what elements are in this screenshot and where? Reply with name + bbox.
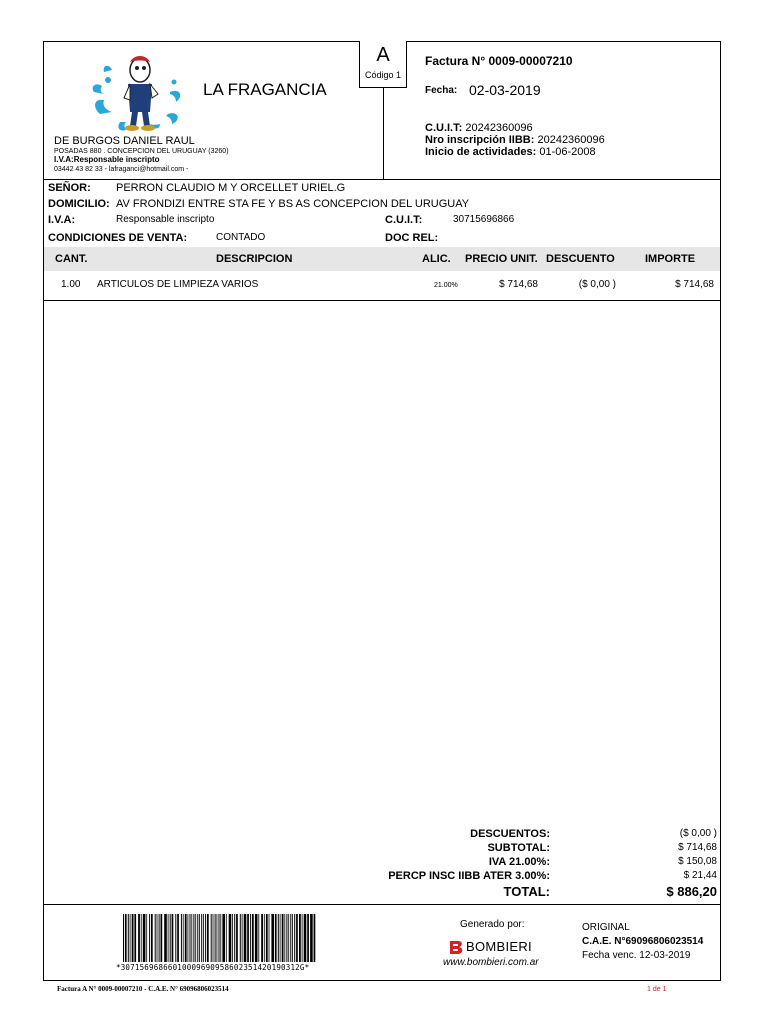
client-cuit-label: C.U.I.T: <box>385 214 423 226</box>
page-number: 1 de 1 <box>647 986 667 993</box>
client-name: PERRON CLAUDIO M Y ORCELLET URIEL.G <box>116 182 346 194</box>
subtotal-label: SUBTOTAL: <box>487 842 550 854</box>
invoice-number: Factura N° 0009-00007210 <box>425 54 573 68</box>
cae-expiry: Fecha venc. 12-03-2019 <box>582 950 691 961</box>
bombieri-logo-icon <box>449 939 465 955</box>
invoice-letter-box <box>359 41 407 88</box>
client-cuit: 30715696866 <box>453 214 515 225</box>
iva-total-label: IVA 21.00%: <box>488 856 550 868</box>
header-divider <box>383 88 384 179</box>
barcode-icon <box>121 914 335 962</box>
copy-type: ORIGINAL <box>582 922 630 933</box>
table-row-alic: 21.00% <box>434 282 458 289</box>
mascot-logo-icon <box>90 52 186 134</box>
issuer-cuit: C.U.I.T: 20242360096 <box>425 122 533 134</box>
col-importe: IMPORTE <box>645 253 696 265</box>
client-label: SEÑOR: <box>48 182 91 194</box>
table-row-precio: $ 714,68 <box>499 279 538 290</box>
discounts-label: DESCUENTOS: <box>470 828 550 840</box>
subtotal-value: $ 714,68 <box>678 842 717 853</box>
footer-reference: Factura A N° 0009-00007210 - C.A.E. N° 69096806023514 <box>57 985 229 993</box>
business-legal-name: DE BURGOS DANIEL RAUL <box>54 135 195 147</box>
issuer-start-date: Inicio de actividades: 01-06-2008 <box>425 146 596 158</box>
perception-value: $ 21,44 <box>683 870 717 881</box>
bombieri-brand: BOMBIERI <box>466 939 532 954</box>
table-row-importe: $ 714,68 <box>675 279 714 290</box>
perception-label: PERCP INSC IIBB ATER 3.00%: <box>388 870 550 882</box>
business-contact: 03442 43 82 33 - lafraganci@hotmail.com - <box>54 166 189 173</box>
col-descripcion: DESCRIPCION <box>216 253 293 265</box>
total-label: TOTAL: <box>503 884 550 899</box>
business-address: POSADAS 880 . CONCEPCION DEL URUGUAY (3260) <box>54 148 229 155</box>
items-table-header <box>44 247 720 271</box>
issuer-iibb: Nro inscripción IIBB: 20242360096 <box>425 134 605 146</box>
table-row-cant: 1.00 <box>61 279 81 290</box>
address-label: DOMICILIO: <box>48 198 110 210</box>
cae-number: C.A.E. N°69096806023514 <box>582 936 704 947</box>
divider <box>43 300 721 301</box>
invoice-code: Código 1 <box>364 70 402 80</box>
divider <box>43 904 721 905</box>
date-label: Fecha: <box>425 85 458 96</box>
business-name: LA FRAGANCIA <box>203 80 327 99</box>
sale-conditions-label: CONDICIONES DE VENTA: <box>48 232 188 244</box>
col-descuento: DESCUENTO <box>546 253 615 265</box>
client-iva: Responsable inscripto <box>116 214 215 225</box>
discounts-value: ($ 0,00 ) <box>679 828 717 839</box>
invoice-date: 02-03-2019 <box>469 82 541 98</box>
generated-by-label: Generado por: <box>460 919 525 930</box>
sale-conditions: CONTADO <box>216 232 266 243</box>
doc-rel-label: DOC REL: <box>385 232 439 244</box>
iva-label: I.V.A: <box>48 214 76 226</box>
col-cant: CANT. <box>55 253 88 265</box>
iva-total-value: $ 150,08 <box>678 856 717 867</box>
barcode-text: *30715696866010009690958602351420190312G* <box>116 963 310 972</box>
business-iva: I.V.A:Responsable inscripto <box>54 155 160 164</box>
bombieri-website[interactable]: www.bombieri.com.ar <box>443 957 539 968</box>
client-address: AV FRONDIZI ENTRE STA FE Y BS AS CONCEPCION DEL URUGUAY <box>116 198 470 210</box>
divider <box>43 179 721 180</box>
total-value: $ 886,20 <box>666 884 717 899</box>
table-row-descripcion: ARTICULOS DE LIMPIEZA VARIOS <box>97 279 259 290</box>
col-alic: ALIC. <box>422 253 451 265</box>
invoice-letter: A <box>376 44 390 66</box>
col-precio: PRECIO UNIT. <box>465 253 538 265</box>
table-row-descuento: ($ 0,00 ) <box>578 279 616 290</box>
